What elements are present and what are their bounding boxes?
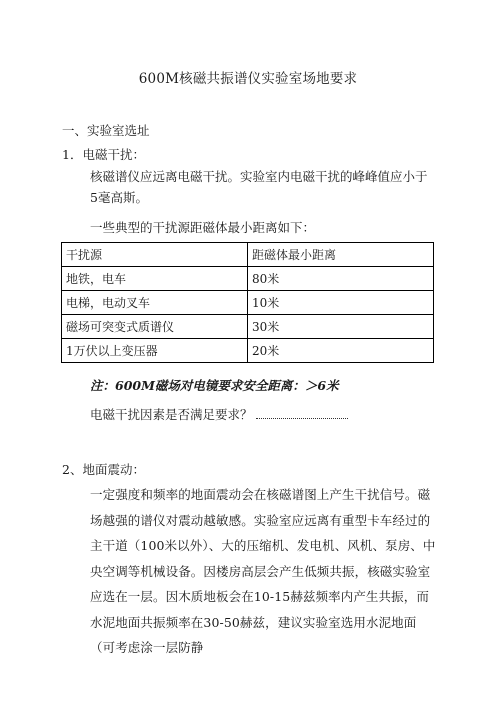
table-header-cell: 距磁体最小距离 (248, 243, 434, 267)
table-cell-source: 1万伏以上变压器 (62, 339, 248, 363)
table-cell-distance: 10米 (248, 291, 434, 315)
table-cell-distance: 20米 (248, 339, 434, 363)
table-cell-distance: 30米 (248, 315, 434, 339)
table-row (62, 339, 434, 363)
table-header-row (62, 243, 434, 267)
table-row (62, 315, 434, 339)
answer-blank[interactable] (256, 408, 348, 419)
table-cell-distance: 80米 (248, 267, 434, 291)
page-title: 600M核磁共振谱仪实验室场地要求 (138, 71, 358, 87)
table-row (62, 291, 434, 315)
subheading-em-interference: 1．电磁干扰： (62, 147, 145, 162)
table-cell-source: 电梯，电动叉车 (62, 291, 248, 315)
safety-distance-note: 注：600M磁场对电镜要求安全距离：＞6米 (90, 378, 339, 393)
table-header-cell: 干扰源 (62, 243, 248, 267)
table-cell-source: 地铁，电车 (62, 267, 248, 291)
subheading-ground-vibration: 2、地面震动： (62, 462, 145, 477)
table-row (62, 267, 434, 291)
section-heading-site-selection: 一、实验室选址 (62, 123, 150, 138)
paragraph-em-requirement: 核磁谱仪应远离电磁干扰。实验室内电磁干扰的峰峰值应小于5毫高斯。 (90, 169, 428, 205)
interference-distance-table (61, 242, 434, 363)
em-check-question (90, 405, 348, 423)
paragraph-table-intro: 一些典型的干扰源距磁体最小距离如下： (90, 220, 316, 235)
paragraph-ground-vibration: 一定强度和频率的地面震动会在核磁谱图上产生干扰信号。磁场越强的谱仪对震动越敏感。实验室应远离有重型卡车经过的主干道（100米以外）、大的压缩机、发电机、风机、泵房、中央空调等机械设备。因楼房高层会产生低频共振，核磁实验室应选在一层。因木质地板会在10-15赫兹频率内产生共振，而水泥地面共振频率在30-50赫兹，建议实验室选用水泥地面（可考虑涂一层防静 (90, 487, 436, 655)
em-check-question-text: 电磁干扰因素是否满足要求？ (90, 407, 253, 422)
table-cell-source: 磁场可突变式质谱仪 (62, 315, 248, 339)
